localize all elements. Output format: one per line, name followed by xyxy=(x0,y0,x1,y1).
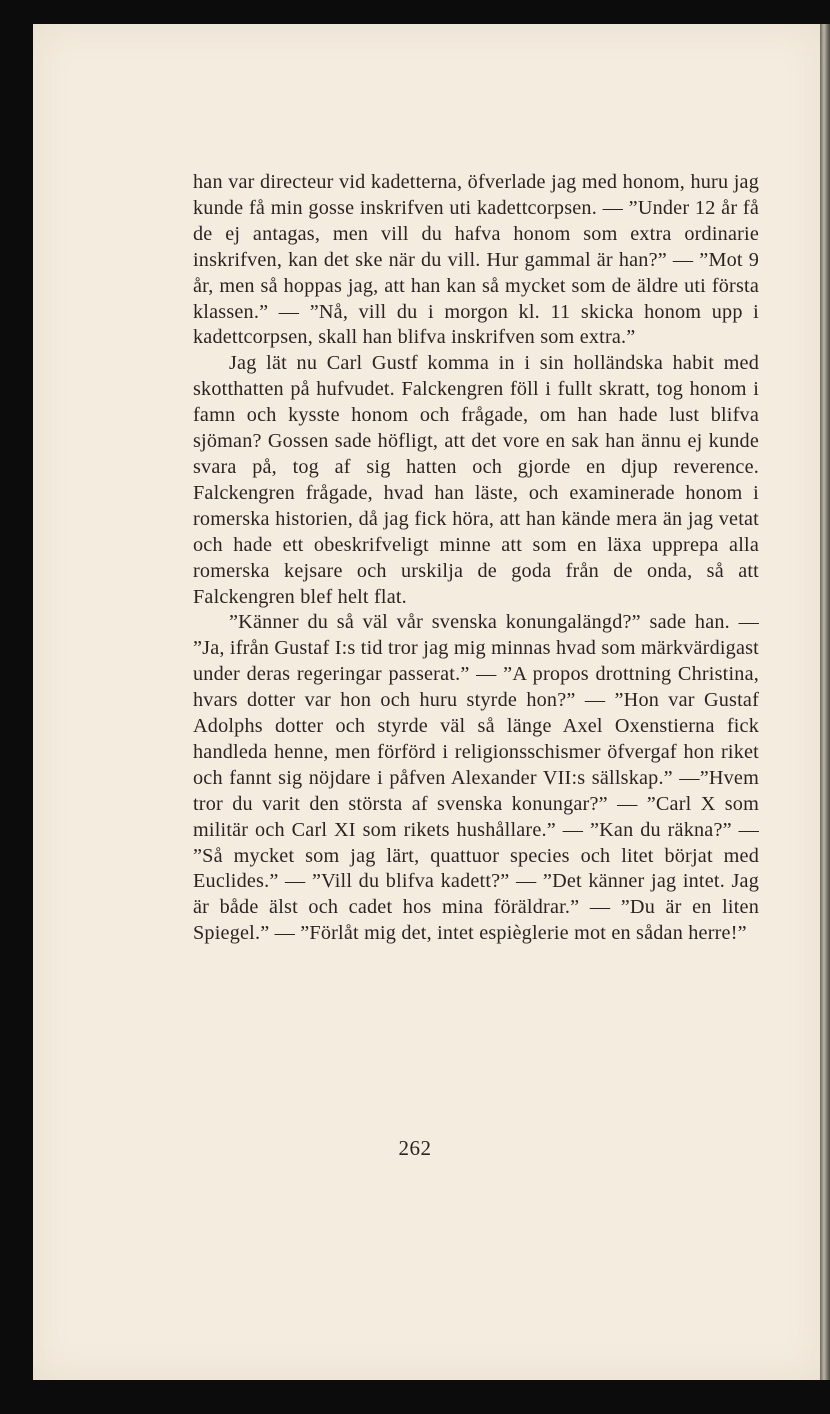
body-text xyxy=(193,170,759,947)
page-number: 262 xyxy=(398,1136,432,1160)
paragraph-1: han var directeur vid kadetterna, öfverlade jag med honom, huru jag kunde få min gosse inskrifven uti kadettcorpsen. — ”Under 12 år få de ej antagas, men vill du hafva honom som extra ordinarie inskrifven, kan det ske när du vill. Hur gammal är han?” — ”Mot 9 år, men så hoppas jag, att han kan så mycket som de äldre uti första klassen.” — ”Nå, vill du i morgon kl. 11 skicka honom upp i kadettcorpsen, skall han blifva inskrifven som extra.” xyxy=(193,171,759,349)
page-edge xyxy=(820,24,830,1380)
paragraph-2: Jag lät nu Carl Gustf komma in i sin holländska habit med skotthatten på hufvudet. Falckengren föll i fullt skratt, tog honom i famn och kysste honom och frågade, om han hade lust blifva sjöman? Gossen sade höfligt, att det vore en sak han ännu ej kunde svara på, tog af sig hatten och gjorde en djup reverence. Falckengren frågade, hvad han läste, och examinerade honom i romerska historien, då jag fick höra, att han kände mera än jag vetat och hade ett obeskrifveligt minne att som en läxa upprepa alla romerska kejsare och urskilja de goda från de onda, så att Falckengren blef helt flat. xyxy=(193,352,759,608)
paragraph-3: ”Känner du så väl vår svenska konungalängd?” sade han. — ”Ja, ifrån Gustaf I:s tid tror jag mig minnas hvad som märkvärdigast under deras regeringar passerat.” — ”A propos drottning Christina, hvars dotter var hon och huru styrde hon?” — ”Hon var Gustaf Adolphs dotter och styrde väl så länge Axel Oxenstierna fick handleda henne, men förförd i religionsschismer öfvergaf hon riket och fannt sig nöjdare i påfven Alexander VII:s sällskap.” —”Hvem tror du varit den största af svenska konungar?” — ”Carl X som militär och Carl XI som rikets hushållare.” — ”Kan du räkna?” — ”Så mycket som jag lärt, quattuor species och litet börjat med Euclides.” — ”Vill du blifva kadett?” — ”Det känner jag intet. Jag är både älst och cadet hos mina föräldrar.” — ”Du är en liten Spiegel.” — ”Förlåt mig det, intet espièglerie mot en sådan herre!” xyxy=(193,611,759,945)
